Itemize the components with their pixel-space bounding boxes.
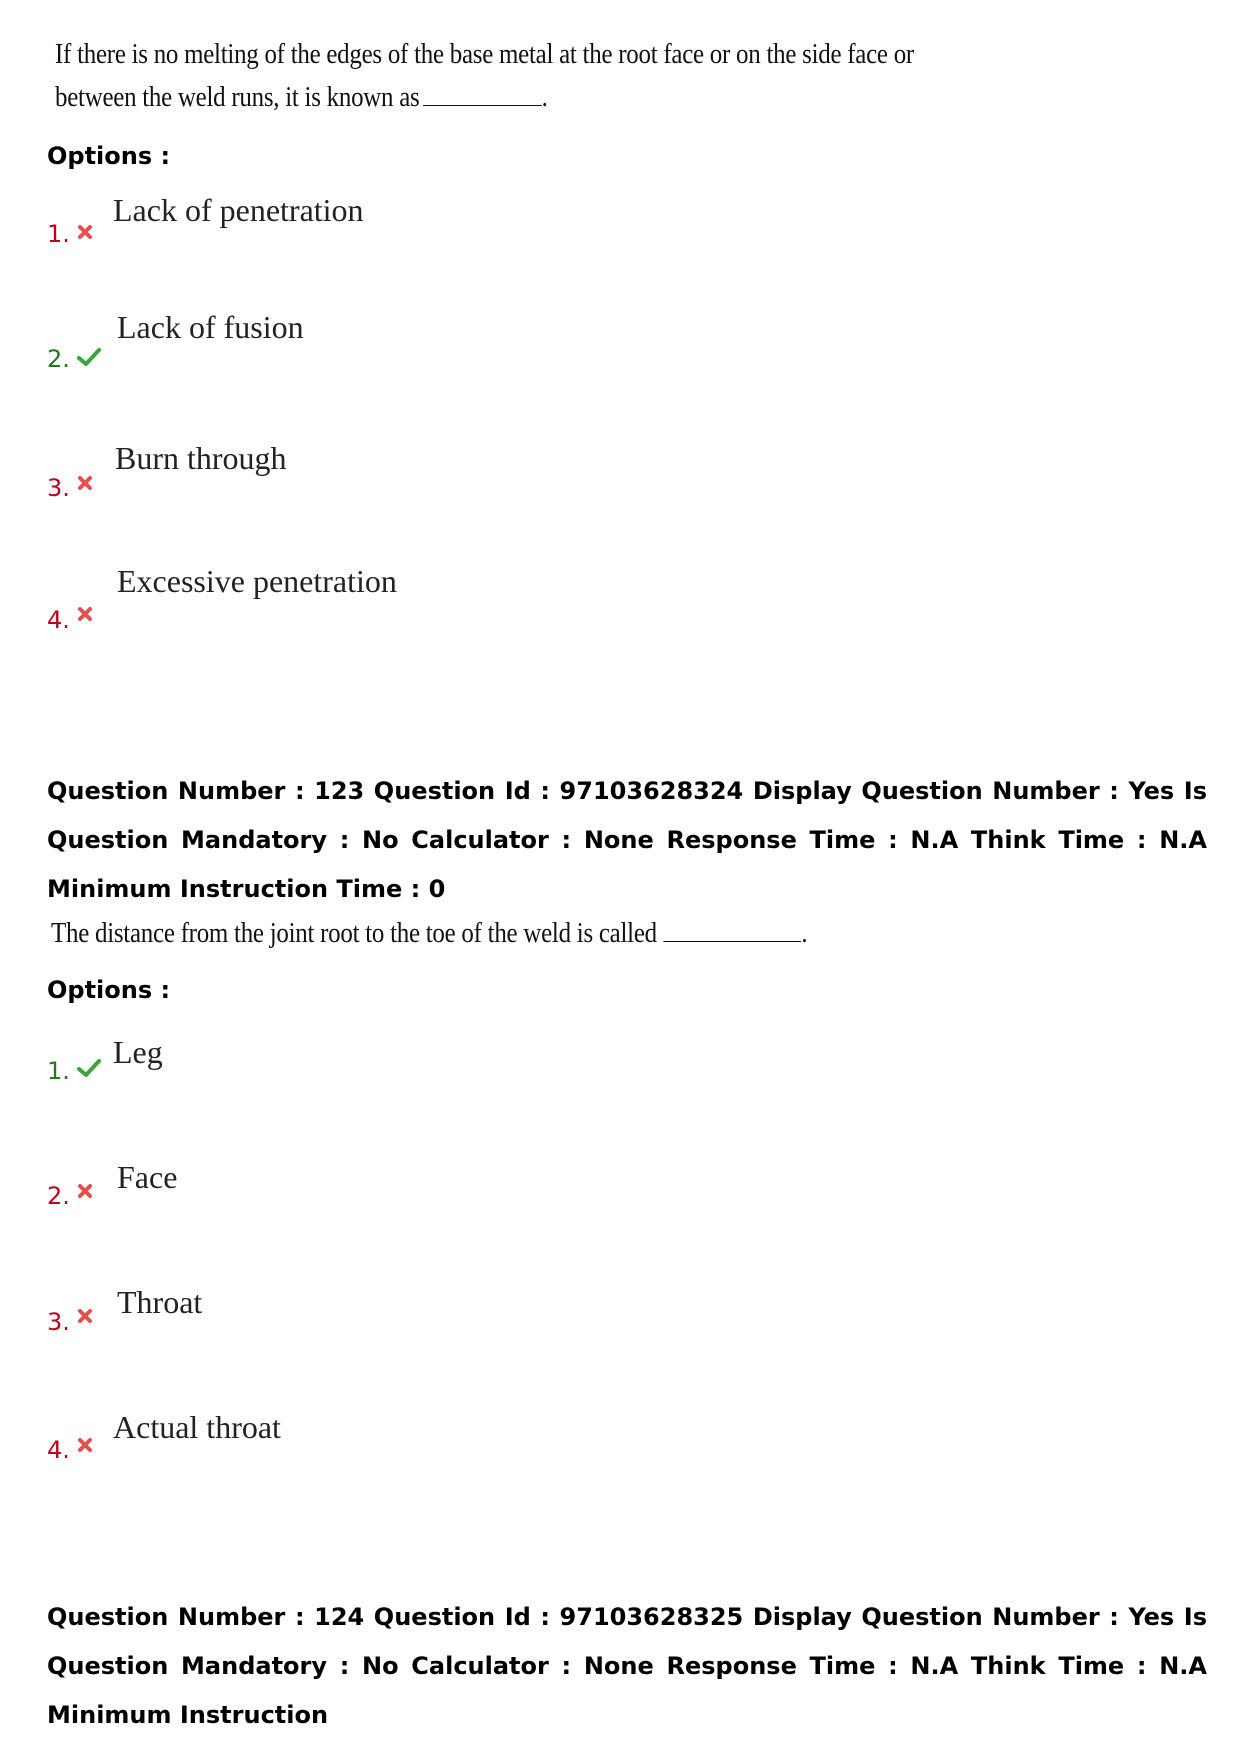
option-number: 1. [47, 1057, 70, 1085]
cross-icon [75, 473, 95, 493]
cross-icon [75, 222, 95, 242]
option-number: 1. [47, 220, 70, 248]
question-122-text-line-2 [55, 81, 548, 114]
question-123-options-label: Options : [47, 976, 171, 1004]
option-number: 2. [47, 1182, 70, 1210]
option-text: Throat [117, 1284, 203, 1320]
option-number: 3. [47, 474, 70, 502]
option-number: 3. [47, 1308, 70, 1336]
option-text: Face [117, 1159, 178, 1195]
question-123-meta: Question Number : 123 Question Id : 97103628324 Display Question Number : Yes Is Question Mandatory : No Calculator : None Response Time : N.A Think Time : N.A Minimum Instruction Time : 0 [47, 777, 1207, 903]
blank-end-period: . [801, 917, 808, 949]
question-122-text-line-1-content: If there is no melting of the edges of the base metal at the root face or on the side face or [55, 38, 914, 70]
cross-icon [75, 1181, 95, 1201]
option-number: 4. [47, 606, 70, 634]
question-122-text-line-1 [55, 38, 914, 71]
cross-icon [75, 1306, 95, 1326]
check-icon [77, 1058, 101, 1078]
option-text: Burn through [115, 440, 287, 476]
question-123-text [51, 917, 807, 950]
option-text: Lack of fusion [117, 309, 304, 345]
option-text: Lack of penetration [113, 192, 364, 228]
answer-blank [423, 104, 542, 106]
answer-blank [664, 940, 802, 942]
question-124-meta: Question Number : 124 Question Id : 97103628325 Display Question Number : Yes Is Question Mandatory : No Calculator : None Response Time : N.A Think Time : N.A Minimum Instruction [47, 1603, 1207, 1729]
question-123-text-content: The distance from the joint root to the toe of the weld is called [51, 917, 657, 949]
option-text: Actual throat [113, 1409, 281, 1445]
cross-icon [75, 1435, 95, 1455]
question-122-text-line-2-content: between the weld runs, it is known as [55, 81, 420, 113]
option-number: 2. [47, 345, 70, 373]
cross-icon [75, 604, 95, 624]
option-text: Excessive penetration [117, 563, 397, 599]
question-122-options-label: Options : [47, 142, 171, 170]
blank-end-period: . [541, 81, 548, 113]
check-icon [77, 347, 101, 367]
option-text: Leg [113, 1034, 163, 1070]
option-number: 4. [47, 1436, 70, 1464]
